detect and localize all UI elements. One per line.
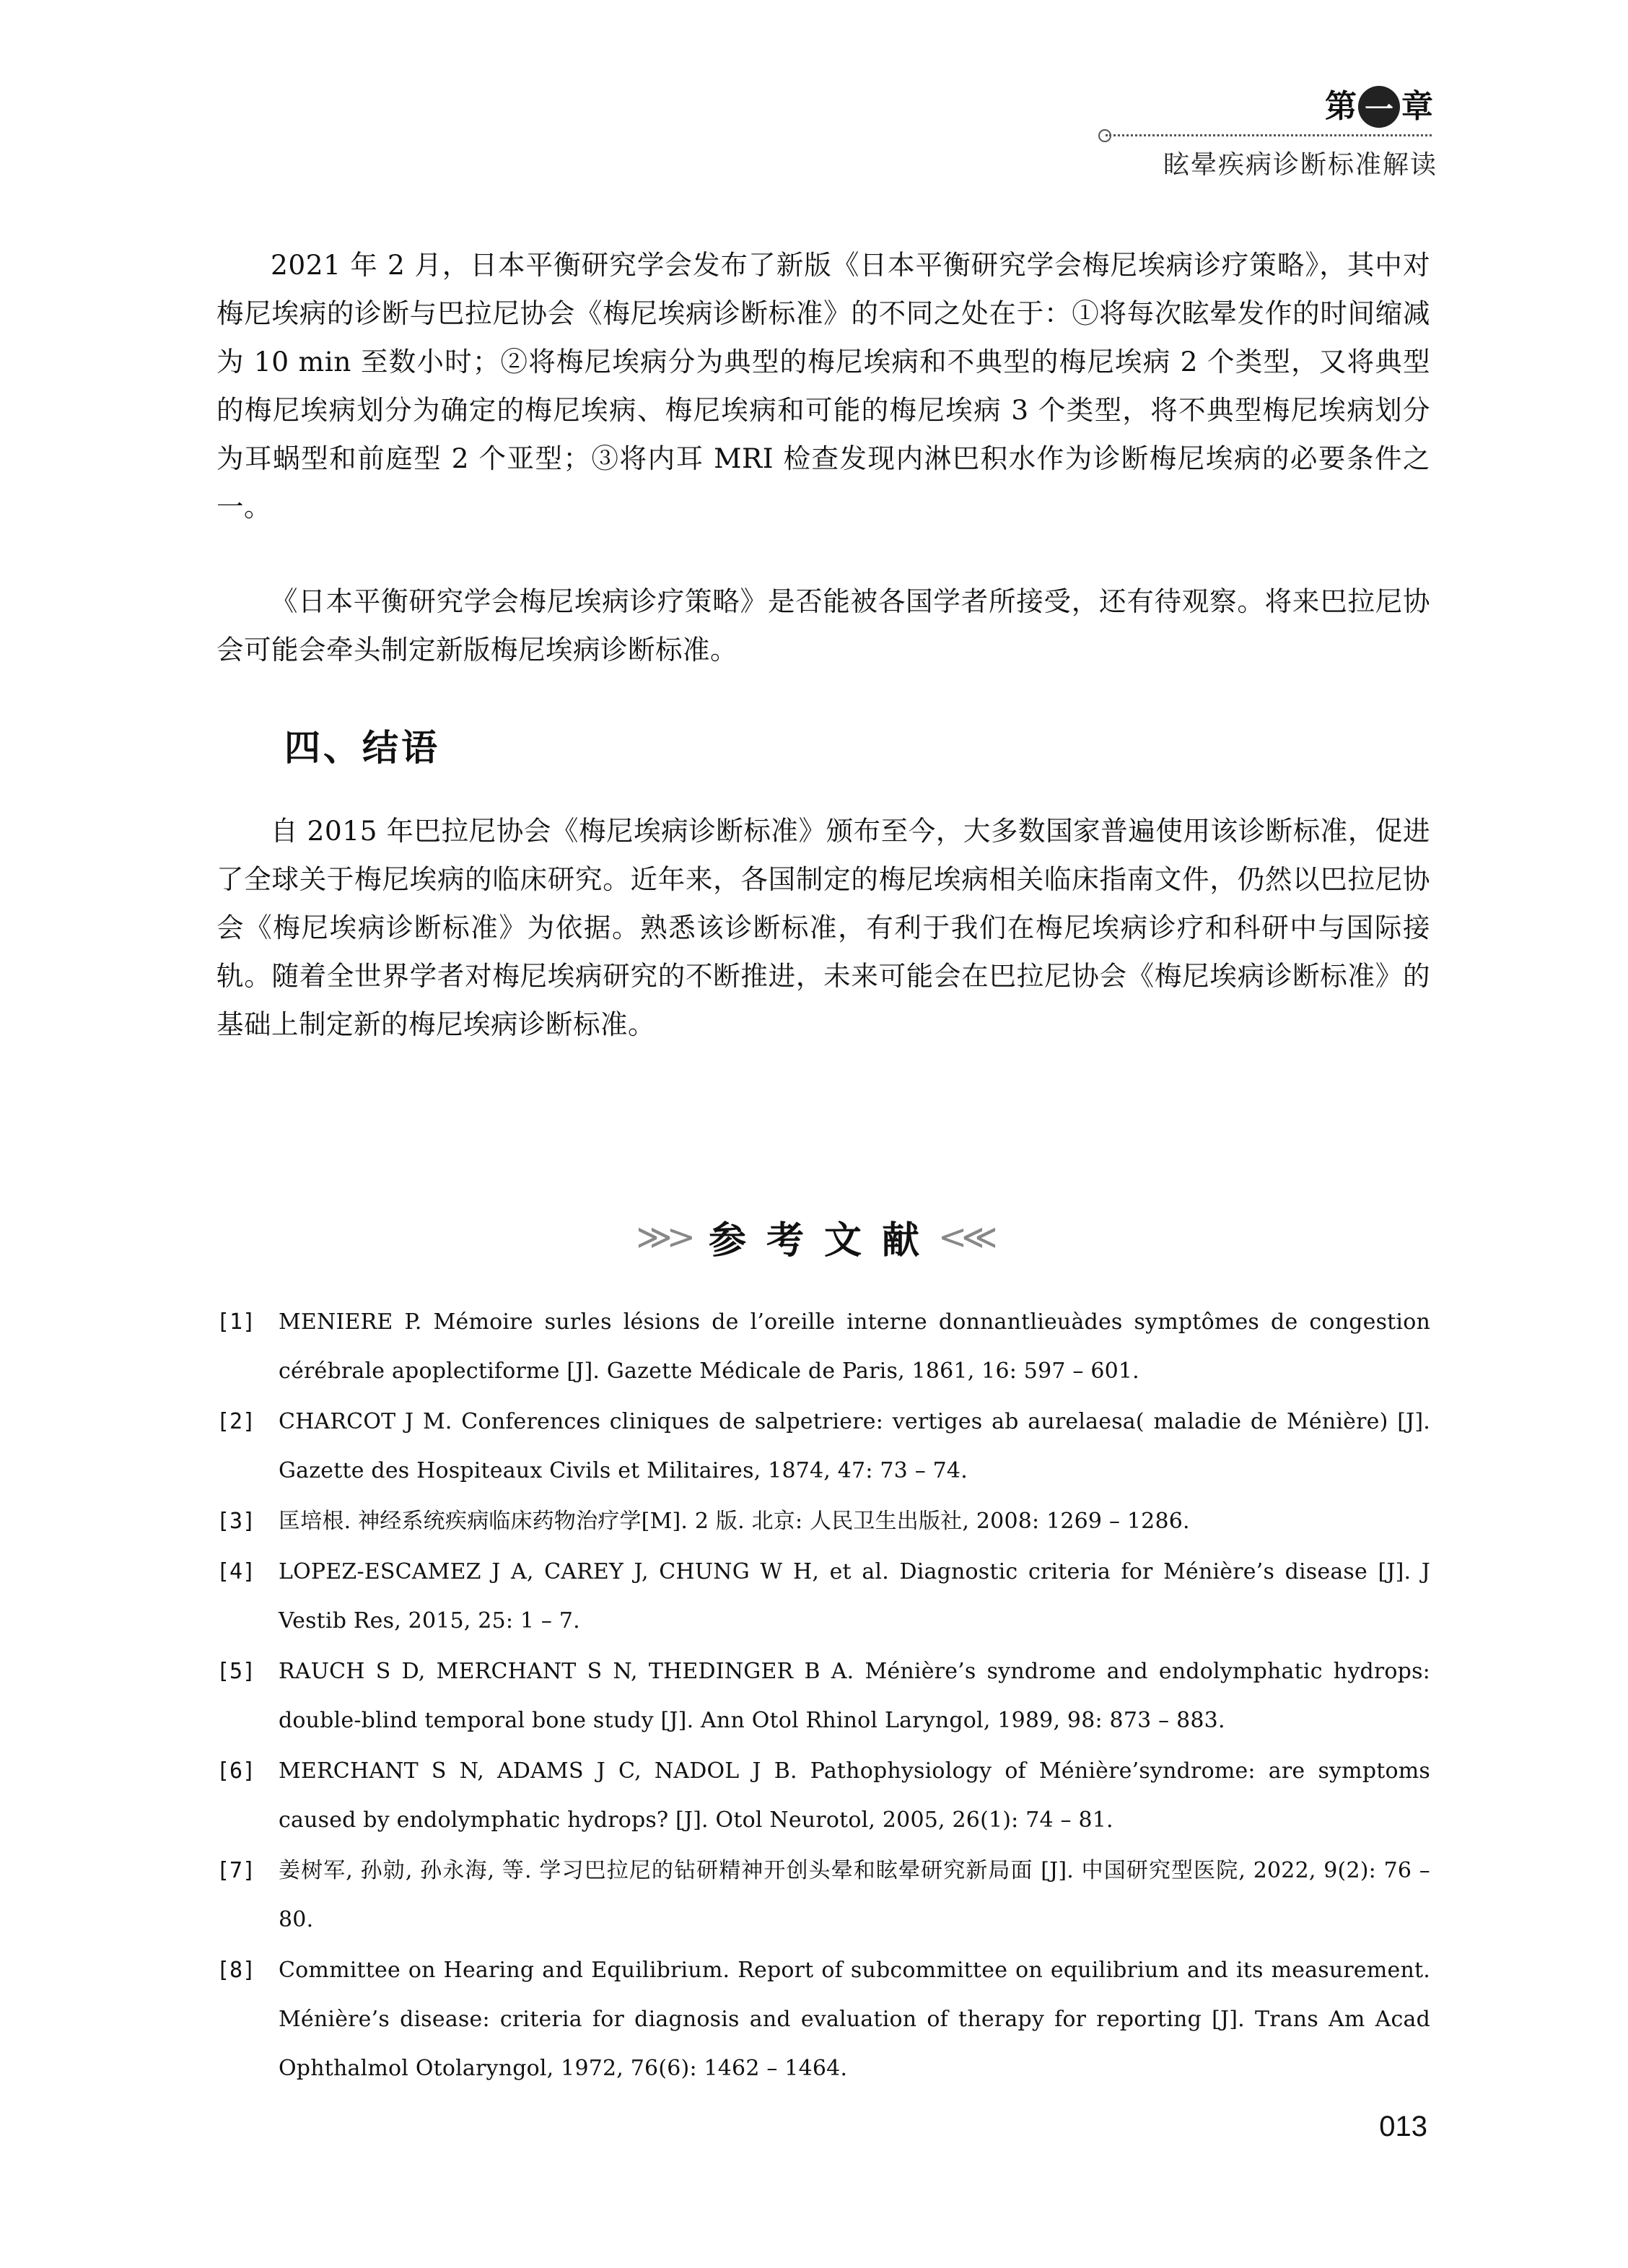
reference-number: [2]: [216, 1409, 256, 1434]
right-chevrons-icon: <≪: [938, 1216, 992, 1257]
reference-number: [4]: [216, 1559, 256, 1584]
reference-text: 匡培根. 神经系统疾病临床药物治疗学[M]. 2 版. 北京: 人民卫生出版社, 2008: 1269 – 1286.: [279, 1509, 1190, 1534]
body-paragraph-3: 自 2015 年巴拉尼协会《梅尼埃病诊断标准》颁布至今，大多数国家普遍使用该诊断标准，促进了全球关于梅尼埃病的临床研究。近年来，各国制定的梅尼埃病相关临床指南文件，仍然以巴拉尼协会《梅尼埃病诊断标准》为依据。熟悉该诊断标准，有利于我们在梅尼埃病诊疗和科研中与国际接轨。随着全世界学者对梅尼埃病研究的不断推进，未来可能会在巴拉尼协会《梅尼埃病诊断标准》的基础上制定新的梅尼埃病诊断标准。: [216, 815, 1430, 1040]
chapter-prefix: 第: [1325, 88, 1357, 125]
reference-number: [5]: [216, 1659, 256, 1684]
page-number: 013: [1379, 2111, 1427, 2142]
chapter-badge: [1325, 85, 1433, 128]
reference-text: MERCHANT S N, ADAMS J C, NADOL J B. Pathophysiology of Ménière’syndrome: are symptoms caused by endolymphatic hydrops? [J]. Otol Neurotol, 2005, 26(1): 74 – 81.: [279, 1758, 1430, 1833]
reference-number: [3]: [216, 1509, 256, 1534]
running-header-title: 眩晕疾病诊断标准解读: [1163, 150, 1437, 180]
references-heading: [0, 1210, 1628, 1264]
reference-list: [216, 1298, 1430, 2095]
reference-item: [216, 1298, 1430, 1396]
body-paragraph-2: 《日本平衡研究学会梅尼埃病诊疗策略》是否能被各国学者所接受，还有待观察。将来巴拉尼协会可能会牵头制定新版梅尼埃病诊断标准。: [216, 585, 1430, 666]
left-chevrons-icon: ≫>: [636, 1216, 690, 1257]
reference-number: [6]: [216, 1758, 256, 1784]
reference-item: [216, 1647, 1430, 1745]
reference-text: LOPEZ-ESCAMEZ J A, CAREY J, CHUNG W H, et al. Diagnostic criteria for Ménière’s disease [J]. J Vestib Res, 2015, 25: 1 – 7.: [279, 1559, 1430, 1634]
reference-number: [7]: [216, 1858, 256, 1883]
reference-text: CHARCOT J M. Conferences cliniques de salpetriere: vertiges ab aurelaesa( maladie de Ménière) [J]. Gazette des Hospiteaux Civils et Militaires, 1874, 47: 73 – 74.: [279, 1409, 1430, 1483]
header-dotted-rule: [1106, 134, 1432, 136]
reference-text: Committee on Hearing and Equilibrium. Report of subcommittee on equilibrium and its measurement. Ménière’s disease: criteria for diagnosis and evaluation of therapy for reporting [J]. Trans Am Acad Ophthalmol Otolaryngol, 1972, 76(6): 1462 – 1464.: [279, 1958, 1430, 2081]
reference-item: [216, 1497, 1430, 1546]
reference-text: 姜树军, 孙勍, 孙永海, 等. 学习巴拉尼的钻研精神开创头晕和眩晕研究新局面 [J]. 中国研究型医院, 2022, 9(2): 76 – 80.: [279, 1858, 1430, 1932]
reference-item: [216, 1548, 1430, 1646]
body-paragraph-1: 2021 年 2 月，日本平衡研究学会发布了新版《日本平衡研究学会梅尼埃病诊疗策略》，其中对梅尼埃病的诊断与巴拉尼协会《梅尼埃病诊断标准》的不同之处在于：①将每次眩晕发作的时间缩减为 10 min 至数小时；②将梅尼埃病分为典型的梅尼埃病和不典型的梅尼埃病 2 个类型，又将典型的梅尼埃病划分为确定的梅尼埃病、梅尼埃病和可能的梅尼埃病 3 个类型，将不典型梅尼埃病划分为耳蜗型和前庭型 2 个亚型；③将内耳 MRI 检查发现内淋巴积水作为诊断梅尼埃病的必要条件之一。: [216, 249, 1430, 523]
reference-item: [216, 1946, 1430, 2093]
reference-number: [8]: [216, 1958, 256, 1983]
reference-text: RAUCH S D, MERCHANT S N, THEDINGER B A. Ménière’s syndrome and endolymphatic hydrops: double-blind temporal bone study [J]. Ann Otol Rhinol Laryngol, 1989, 98: 873 – 883.: [279, 1659, 1430, 1733]
references-title: 参考文献: [708, 1219, 940, 1262]
section-heading-conclusion: 四、结语: [284, 727, 440, 769]
reference-text: MENIERE P. Mémoire surles lésions de l’oreille interne donnantlieuàdes symptômes de congestion cérébrale apoplectiforme [J]. Gazette Médicale de Paris, 1861, 16: 597 – 601.: [279, 1309, 1430, 1384]
reference-item: [216, 1846, 1430, 1945]
chapter-suffix: 章: [1401, 88, 1433, 125]
reference-item: [216, 1747, 1430, 1845]
reference-item: [216, 1397, 1430, 1496]
reference-number: [1]: [216, 1309, 256, 1335]
chapter-number-circle: 一: [1358, 86, 1400, 128]
